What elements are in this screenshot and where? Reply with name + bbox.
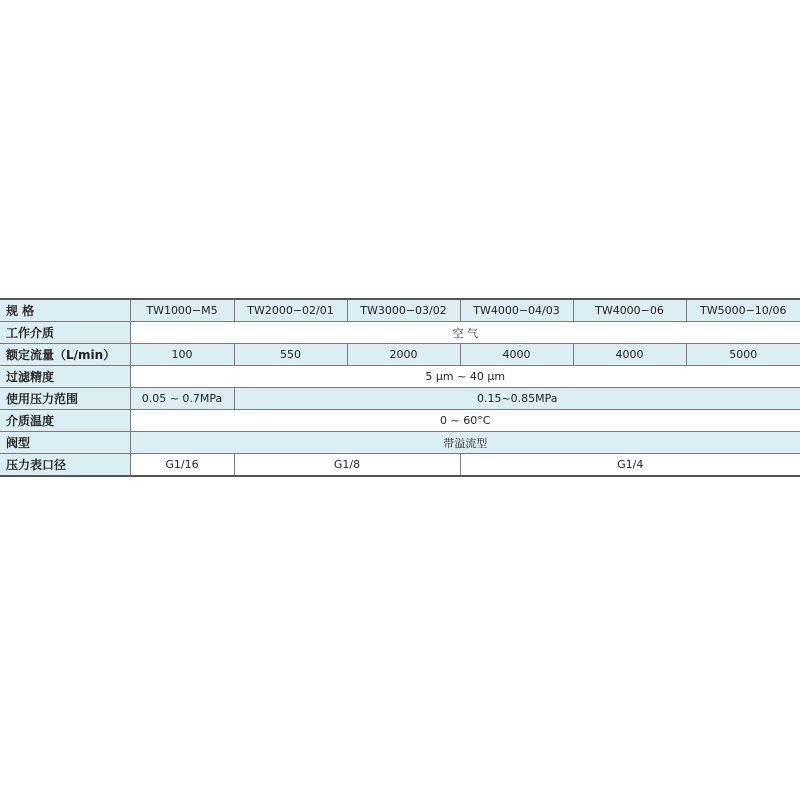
gauge-value: G1/4 — [460, 454, 800, 477]
temperature-value: 0 ~ 60°C — [130, 410, 800, 432]
flow-value: 100 — [130, 344, 234, 366]
valve-value: 带溢流型 — [130, 432, 800, 454]
medium-row — [0, 322, 800, 344]
valve-label: 阀型 — [0, 432, 130, 454]
pressure-value-rest: 0.15~0.85MPa — [234, 388, 800, 410]
filter-row — [0, 366, 800, 388]
header-label: 规 格 — [0, 299, 130, 322]
flow-value: 550 — [234, 344, 347, 366]
flow-value: 2000 — [347, 344, 460, 366]
flow-value: 4000 — [460, 344, 573, 366]
gauge-row — [0, 454, 800, 477]
model-cell: TW4000−06 — [573, 299, 686, 322]
flow-value: 4000 — [573, 344, 686, 366]
pressure-value-first: 0.05 ~ 0.7MPa — [130, 388, 234, 410]
gauge-value: G1/16 — [130, 454, 234, 477]
filter-value: 5 μm ~ 40 μm — [130, 366, 800, 388]
temperature-row — [0, 410, 800, 432]
gauge-value: G1/8 — [234, 454, 460, 477]
medium-value: 空 气 — [130, 322, 800, 344]
temperature-label: 介质温度 — [0, 410, 130, 432]
pressure-label: 使用压力范围 — [0, 388, 130, 410]
model-cell: TW2000−02/01 — [234, 299, 347, 322]
valve-row — [0, 432, 800, 454]
flow-row — [0, 344, 800, 366]
flow-label: 额定流量（L/min） — [0, 344, 130, 366]
header-row — [0, 299, 800, 322]
gauge-label: 压力表口径 — [0, 454, 130, 477]
flow-value: 5000 — [686, 344, 800, 366]
filter-label: 过滤精度 — [0, 366, 130, 388]
medium-label: 工作介质 — [0, 322, 130, 344]
spec-table — [0, 298, 800, 477]
model-cell: TW1000−M5 — [130, 299, 234, 322]
model-cell: TW5000−10/06 — [686, 299, 800, 322]
pressure-row — [0, 388, 800, 410]
model-cell: TW4000−04/03 — [460, 299, 573, 322]
model-cell: TW3000−03/02 — [347, 299, 460, 322]
